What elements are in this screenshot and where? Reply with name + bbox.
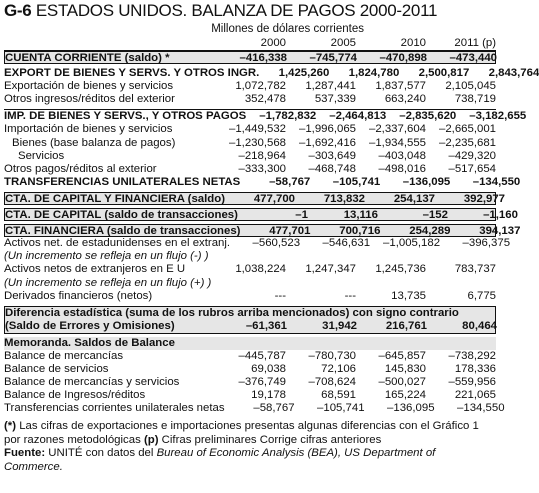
row-memo-servicios: Balance de servicios 69,038 72,106 145,830 178,336 (4, 363, 496, 376)
footnote-source: Fuente: UNITÉ con datos del Bureau of Economic Analysis (BEA), US Department of Commerce. (4, 447, 436, 473)
row-derivados: Derivados financieros (netos) --- --- 13,735 6,775 (4, 289, 496, 302)
row-cta-capital: CTA. DE CAPITAL (saldo de transacciones) –1 13,116 –152 –1,160 (5, 209, 518, 222)
row-activos-estadunidenses: Activos net. de estadunidenses en el extranj. –560,523 –546,631 –1,005,182 –396,375 (4, 237, 511, 250)
row-import-total: IMP. DE BIENES Y SERVS., Y OTROS PAGOS –1,782,832 –2,464,813 –2,835,620 –3,182,655 (4, 110, 527, 123)
row-cta-financiera: CTA. FINANCIERA (saldo de transacciones) 477,701 700,716 254,289 394,137 (5, 225, 521, 238)
row-memo-mercancias-servicios: Balance de mercancías y servicios –376,749 –708,624 –500,027 –559,956 (4, 376, 496, 389)
row-memo-mercancias: Balance de mercancías –445,787 –780,730 –645,857 –738,292 (4, 349, 496, 362)
row-export-bs: Exportación de bienes y servicios 1,072,782 1,287,441 1,837,577 2,105,045 (4, 80, 496, 93)
footnotes (4, 420, 496, 474)
col-2011: 2011 (p) (454, 37, 496, 49)
footnote-methodology: (*) Las cifras de exportaciones e importaciones presentas algunas diferencias con el Gráfico 1 por razones metodológicas (p) Cifras preliminares Corrige cifras anteriores (4, 420, 479, 446)
page-title (4, 0, 496, 22)
row-cuenta-corriente: CUENTA CORRIENTE (saldo) * –416,338 –745,774 –470,898 –473,440 (5, 52, 497, 64)
row-activos-extranjeros: Activos netos de extranjeros en E U 1,038,224 1,247,347 1,245,736 783,737 (4, 263, 496, 276)
row-import-bienes: Bienes (base balanza de pagos) –1,230,568 –1,692,416 –1,934,555 –2,235,681 (12, 136, 496, 149)
row-diferencia-saldo: (Saldo de Errores y Omisiones) –61,361 31,942 216,761 80,464 (5, 319, 497, 332)
row-cta-capital-financiera: CTA. DE CAPITAL Y FINANCIERA (saldo) 477,700 713,832 254,137 392,977 (5, 192, 506, 205)
row-export-otros: Otros ingresos/réditos del exterior 352,478 537,339 663,240 738,719 (4, 93, 496, 106)
col-2005: 2005 (330, 37, 356, 49)
row-memo-transferencias: Transferencias corrientes unilaterales netas –58,767 –105,741 –136,095 –134,550 (4, 402, 505, 415)
diferencia-estadistica-box (4, 306, 496, 334)
row-transferencias: TRANSFERENCIAS UNILATERALES NETAS –58,767 –105,741 –136,095 –134,550 (4, 175, 521, 188)
title-code: G-6 (4, 1, 32, 20)
row-memo-ingresos: Balance de Ingresos/réditos 19,178 68,591 165,224 221,065 (4, 389, 496, 402)
title-text: ESTADOS UNIDOS. BALANZA DE PAGOS 2000-2011 (35, 1, 438, 20)
row-export-total: EXPORT DE BIENES Y SERVS. Y OTROS INGR. 1,425,260 1,824,780 2,500,817 2,843,764 (4, 67, 539, 80)
units-subtitle: Millones de dólares corrientes (211, 23, 364, 35)
table-header-row (4, 37, 496, 51)
row-activos-estadunidenses-note: (Un incremento se refleja en un flujo (-) ) (4, 250, 209, 263)
col-2000: 2000 (260, 37, 286, 49)
row-memoranda-header: Memoranda. Saldos de Balance (4, 337, 496, 350)
row-activos-extranjeros-note: (Un incremento se refleja en un flujo (+) ) (4, 276, 212, 289)
row-import-otros: Otros pagos/réditos al exterior –333,300 –468,748 –498,016 –517,654 (4, 162, 496, 175)
col-2010: 2010 (400, 37, 426, 49)
row-import-servicios: Servicios –218,964 –303,649 –403,048 –429,320 (18, 149, 496, 162)
row-import-bs: Importación de bienes y servicios –1,449,532 –1,996,065 –2,337,604 –2,665,001 (4, 123, 496, 136)
balance-table (4, 37, 539, 415)
row-diferencia-title: Diferencia estadística (suma de los rubros arriba mencionados) con signo contrario (5, 306, 459, 319)
